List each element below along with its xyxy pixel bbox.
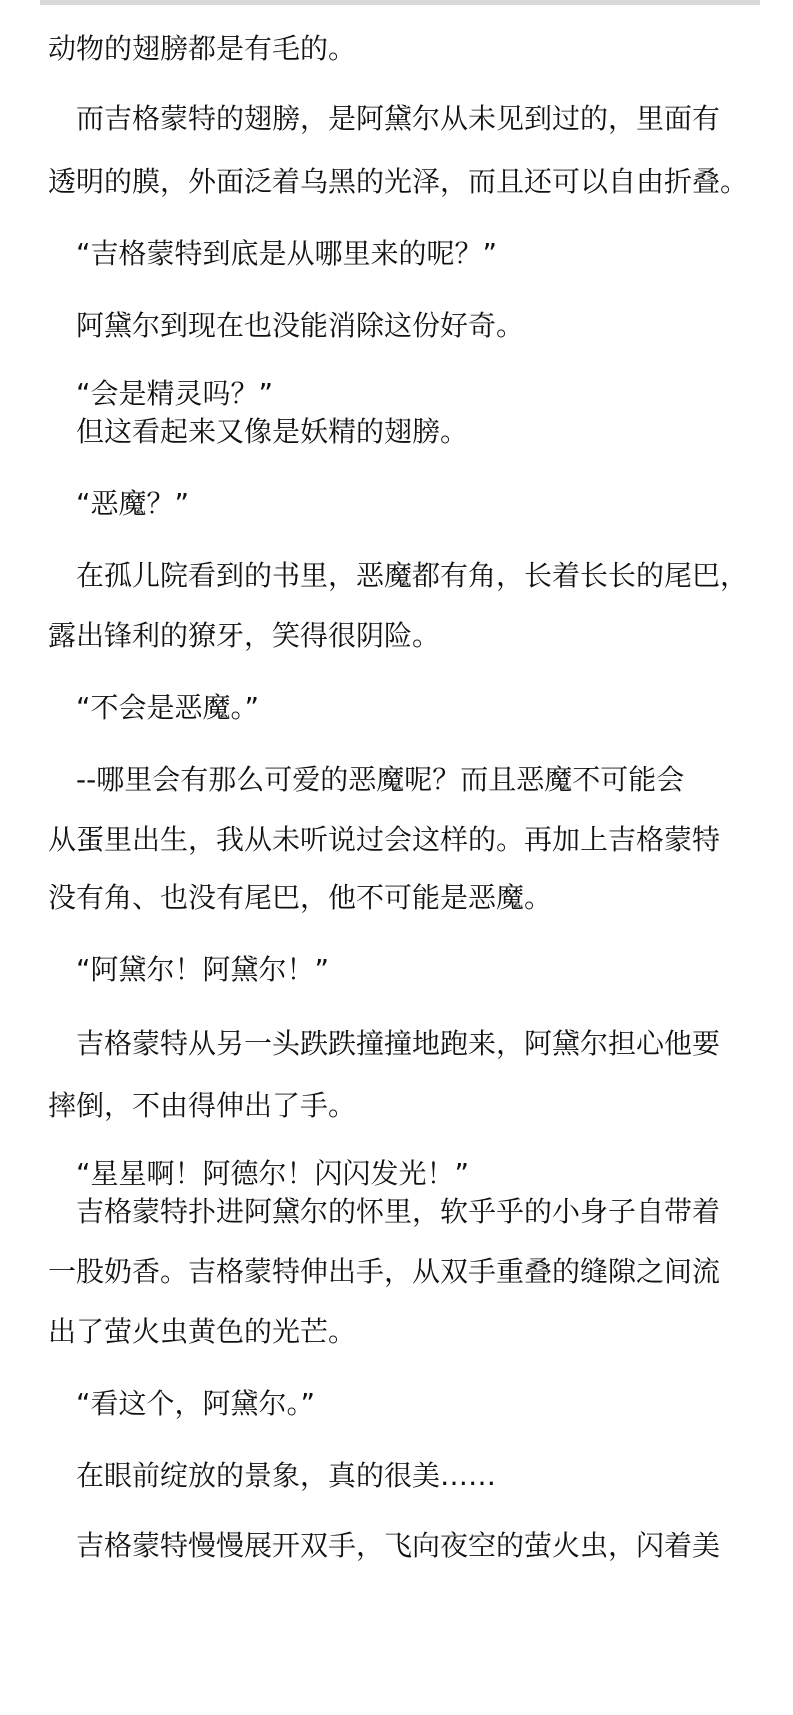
text-line: 动物的翅膀都是有毛的。 bbox=[48, 32, 357, 65]
text-line: “会是精灵吗？” bbox=[76, 377, 274, 410]
text-line: “恶魔？” bbox=[76, 487, 190, 520]
text-line: 吉格蒙特从另一头跌跌撞撞地跑来，阿黛尔担心他要 bbox=[76, 1027, 721, 1060]
text-line: 在眼前绽放的景象，真的很美…… bbox=[76, 1459, 497, 1492]
text-line: 一股奶香。吉格蒙特伸出手，从双手重叠的缝隙之间流 bbox=[48, 1255, 721, 1288]
text-line: 从蛋里出生，我从未听说过会这样的。再加上吉格蒙特 bbox=[48, 823, 721, 856]
text-line: 露出锋利的獠牙，笑得很阴险。 bbox=[48, 619, 441, 652]
text-line: 在孤儿院看到的书里，恶魔都有角，长着长长的尾巴， bbox=[76, 559, 749, 592]
text-line: “看这个，阿黛尔。” bbox=[76, 1387, 316, 1420]
text-line: “不会是恶魔。” bbox=[76, 691, 260, 724]
cut-off-text-fragment bbox=[40, 0, 760, 5]
text-line: “阿黛尔！阿黛尔！” bbox=[76, 953, 330, 986]
text-line: 阿黛尔到现在也没能消除这份好奇。 bbox=[76, 309, 525, 342]
text-line: 摔倒，不由得伸出了手。 bbox=[48, 1089, 357, 1122]
text-line: 没有角、也没有尾巴，他不可能是恶魔。 bbox=[48, 881, 553, 914]
text-line: 但这看起来又像是妖精的翅膀。 bbox=[76, 415, 469, 448]
text-line: 透明的膜，外面泛着乌黑的光泽，而且还可以自由折叠。 bbox=[48, 165, 749, 198]
text-line: 吉格蒙特慢慢展开双手，飞向夜空的萤火虫，闪着美 bbox=[76, 1529, 721, 1562]
text-line: 而吉格蒙特的翅膀，是阿黛尔从未见到过的，里面有 bbox=[76, 102, 721, 135]
text-line: 出了萤火虫黄色的光芒。 bbox=[48, 1315, 357, 1348]
text-line: “星星啊！阿德尔！闪闪发光！” bbox=[76, 1157, 470, 1190]
text-line: --哪里会有那么可爱的恶魔呢？而且恶魔不可能会 bbox=[76, 763, 685, 796]
text-line: 吉格蒙特扑进阿黛尔的怀里，软乎乎的小身子自带着 bbox=[76, 1195, 721, 1228]
text-line: “吉格蒙特到底是从哪里来的呢？” bbox=[76, 237, 498, 270]
